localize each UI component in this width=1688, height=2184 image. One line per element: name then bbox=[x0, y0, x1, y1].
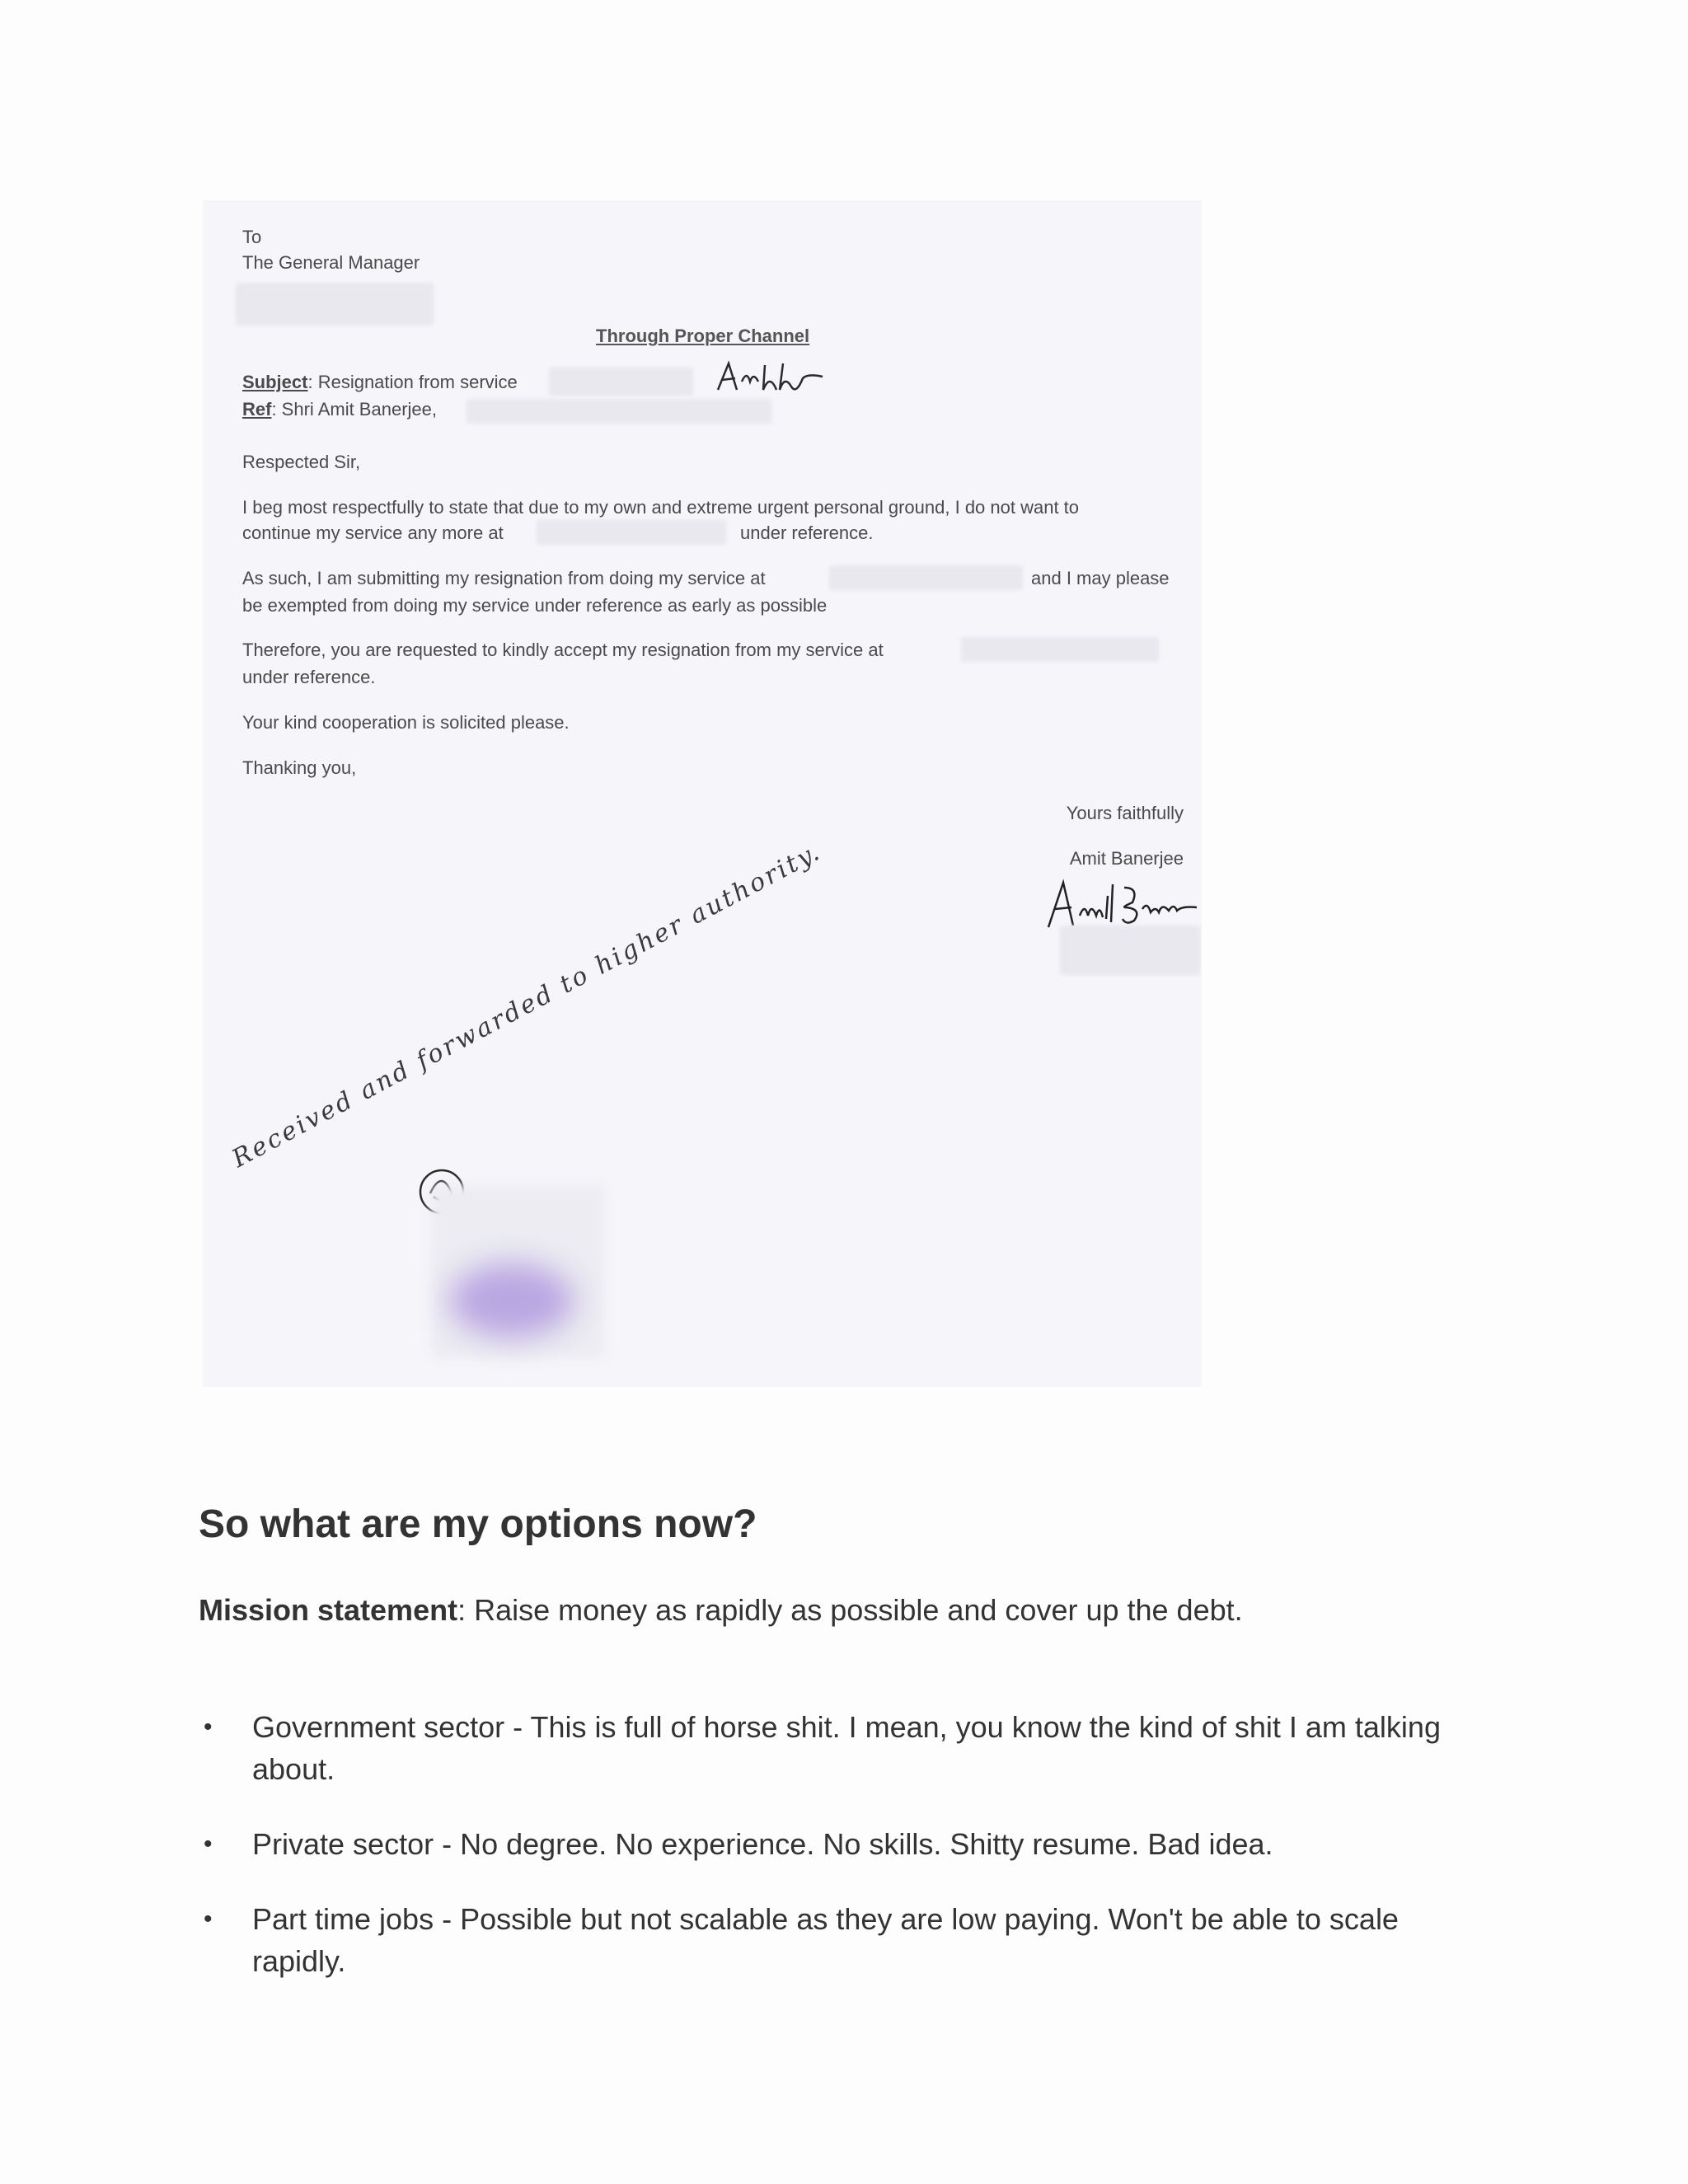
letter-signatory: Amit Banerjee bbox=[1069, 848, 1184, 869]
letter-para2-line1b: and I may please bbox=[1031, 568, 1170, 588]
handwritten-note: Received and forwarded to higher authority. bbox=[227, 837, 827, 1174]
list-item bbox=[199, 1898, 1493, 1982]
letter-para1-line2a: continue my service any more at bbox=[242, 523, 504, 543]
list-item bbox=[199, 1706, 1493, 1790]
redacted-block bbox=[467, 399, 771, 424]
subject-label: Subject bbox=[242, 372, 308, 392]
redacted-block bbox=[829, 565, 1023, 590]
initials-signature bbox=[714, 357, 829, 398]
option-text: Part time jobs - Possible but not scalable as they are low paying. Won't be able to scale rapidly. bbox=[252, 1902, 1399, 1978]
redacted-block bbox=[537, 520, 726, 545]
ref-label: Ref bbox=[242, 399, 272, 419]
option-text: Private sector - No degree. No experience. No skills. Shitty resume. Bad idea. bbox=[252, 1827, 1273, 1861]
resignation-letter-scan bbox=[203, 200, 1202, 1387]
letter-recipient: The General Manager bbox=[242, 252, 420, 273]
redacted-seal bbox=[450, 1263, 574, 1338]
letter-para2-line1a: As such, I am submitting my resignation from doing my service at bbox=[242, 568, 766, 588]
section-heading: So what are my options now? bbox=[199, 1502, 757, 1546]
letter-channel: Through Proper Channel bbox=[596, 326, 810, 346]
letter-para3-line2: under reference. bbox=[242, 667, 376, 687]
bullet-icon: • bbox=[204, 1713, 213, 1741]
letter-salutation: Respected Sir, bbox=[242, 452, 361, 472]
letter-ref bbox=[242, 399, 437, 420]
redacted-block bbox=[961, 637, 1159, 662]
letter-to-label: To bbox=[242, 227, 262, 247]
letter-closing: Yours faithfully bbox=[1066, 803, 1184, 823]
letter-thanks: Thanking you, bbox=[242, 757, 357, 778]
letter-subject bbox=[242, 372, 518, 393]
letter-para3-line1: Therefore, you are requested to kindly accept my resignation from my service at bbox=[242, 640, 884, 660]
bullet-icon: • bbox=[204, 1905, 213, 1933]
redacted-block bbox=[1060, 926, 1200, 975]
letter-para1-line1: I beg most respectfully to state that due to my own and extreme urgent personal ground, I do not want to bbox=[242, 497, 1080, 518]
subject-text: : Resignation from service bbox=[307, 372, 518, 392]
bullet-icon: • bbox=[204, 1830, 213, 1858]
mission-statement bbox=[199, 1593, 1243, 1628]
letter-para1-line2b: under reference. bbox=[740, 523, 874, 543]
letter-para2-line2: be exempted from doing my service under reference as early as possible bbox=[242, 595, 828, 616]
mission-text: : Raise money as rapidly as possible and cover up the debt. bbox=[457, 1593, 1243, 1627]
options-list bbox=[199, 1706, 1493, 2015]
list-item bbox=[199, 1823, 1493, 1865]
option-text: Government sector - This is full of horse shit. I mean, you know the kind of shit I am talking about. bbox=[252, 1710, 1441, 1786]
letter-para4: Your kind cooperation is solicited please. bbox=[242, 712, 570, 733]
redacted-block bbox=[236, 283, 434, 326]
mission-label: Mission statement bbox=[199, 1593, 458, 1627]
redacted-block bbox=[549, 368, 693, 396]
ref-text: : Shri Amit Banerjee, bbox=[271, 399, 437, 419]
